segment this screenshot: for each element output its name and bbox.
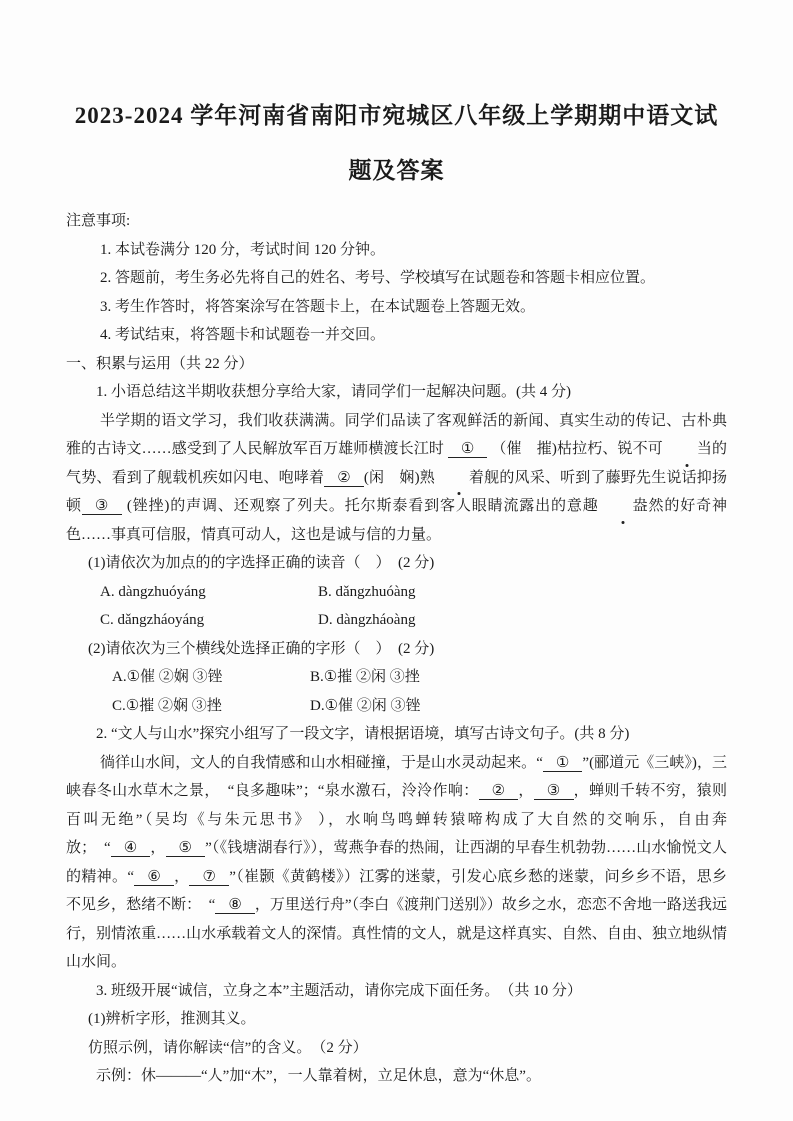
emphasized-char: 盎 xyxy=(599,492,648,521)
option-b: B. dǎngzhuóàng xyxy=(318,583,416,600)
passage-text: 徜徉山水间，文人的自我情感和山水相碰撞，于是山水灵动起来。“ xyxy=(100,754,543,771)
option-row xyxy=(66,606,727,635)
passage-text: 的气势、看到了舰载机疾如闪电、咆哮着 xyxy=(66,441,727,486)
answer-blank: ⑥ xyxy=(134,869,174,886)
passage-text: ，蝉则千转不穷，猿则百叫无绝”（吴均《与朱元思书》 ），水响鸟鸣蝉转猿啼构成了大自然的交响乐，自由奔放； “ xyxy=(66,783,727,856)
answer-blank: ② xyxy=(324,470,364,487)
page-title: 2023-2024 学年河南省南阳市宛城区八年级上学期期中语文试题及答案 xyxy=(74,103,719,183)
question-2-passage xyxy=(66,749,727,977)
answer-blank: ② xyxy=(479,783,519,800)
question-3-example: 示例：休———“人”加“木”，一人靠着树，立足休息，意为“休息”。 xyxy=(96,1068,541,1084)
question-1-passage xyxy=(66,407,727,550)
question-1-sub-1-stem: (1)请依次为加点的的字选择正确的读音（ ） (2 分) xyxy=(88,555,435,571)
notice-item: 3. 考生作答时，将答案涂写在答题卡上，在本试题卷上答题无效。 xyxy=(100,298,536,315)
notice-heading: 注意事项: xyxy=(66,213,131,229)
option-row xyxy=(66,663,727,692)
answer-blank: ⑧ xyxy=(215,897,254,914)
option-d: D.①催 ②闲 ③锉 xyxy=(310,697,421,714)
passage-text: ”（崔颢《黄鹤楼》）江雾的迷蒙，引发心底乡愁的迷蒙，问乡乡不语，思乡不见乡，愁绪不断： “ xyxy=(66,868,727,913)
answer-blank: ① xyxy=(448,441,488,458)
option-row xyxy=(66,692,727,721)
option-b: B.①摧 ②闲 ③挫 xyxy=(310,669,420,685)
option-a: A. dàngzhuóyáng xyxy=(100,583,206,600)
passage-text: 半学期的语文学习，我们收获满满。同学们品读了客观鲜活的新闻、真实生动的传记、古朴典雅的古诗文……感受到了人民解放军百万雄师横渡长江时 xyxy=(66,412,727,457)
question-3-task: 仿照示例，请你解读“信”的含义。 （2 分） xyxy=(88,1039,368,1056)
answer-blank: ⑤ xyxy=(166,840,206,857)
passage-text: ， xyxy=(174,868,190,885)
passage-text: 然的好奇神色……事真可信服，情真可动人，这也是诚与信的力量。 xyxy=(66,498,727,543)
option-c: C. dǎngzháoyáng xyxy=(100,612,205,628)
question-3-sub-1-stem: (1)辨析字形，推测其义。 xyxy=(88,1011,256,1027)
passage-text: ”（《钱塘湖春行》），莺燕争春的热闹，让西湖的早春生机勃勃……山水愉悦文人的精神。“ xyxy=(66,840,727,885)
notice-item: 4. 考试结束，将答题卡和试题卷一并交回。 xyxy=(100,327,386,343)
option-a: A.①催 ②娴 ③锉 xyxy=(112,669,223,685)
passage-text: (闲 娴)熟 xyxy=(363,469,435,486)
notice-item: 2. 答题前，考生务必先将自己的姓名、考号、学校填写在试题卷和答题卡相应位置。 xyxy=(100,270,656,286)
question-1-sub-2-stem: (2)请依次为三个横线处选择正确的字形（ ） (2 分) xyxy=(88,640,435,657)
emphasized-char: 当 xyxy=(663,435,712,464)
answer-blank: ③ xyxy=(82,498,122,515)
notice-item: 1. 本试卷满分 120 分，考试时间 120 分钟。 xyxy=(100,241,386,258)
answer-blank: ③ xyxy=(534,783,574,800)
answer-blank: ④ xyxy=(111,840,151,857)
option-d: D. dàngzháoàng xyxy=(318,612,416,628)
section-1-heading: 一、积累与运用（共 22 分） xyxy=(66,355,254,372)
option-c: C.①摧 ②娴 ③挫 xyxy=(112,697,222,714)
question-1-stem: 1. 小语总结这半期收获想分享给大家，请同学们一起解决问题。(共 4 分) xyxy=(96,384,571,400)
option-row xyxy=(66,578,727,607)
passage-text: ”(郦道元《三峡》)，三峡春冬山水草木之景， “良多趣味”；“泉水激石，泠泠作响： xyxy=(66,754,727,799)
passage-text: （催 摧)枯拉朽、锐不可 xyxy=(487,441,663,457)
passage-text: 舰的风采、听到了藤野先生说话抑扬顿 xyxy=(66,469,727,514)
passage-text: (锉挫)的声调、还观察了列夫。托尔斯泰看到客人眼睛流露出的意趣 xyxy=(122,498,599,514)
passage-text: ，万里送行舟”（李白《渡荆门送别》）故乡之水，恋恋不舍地一路送我远行，别情浓重……山水承载着文人的深情。真性情的文人，就是这样真实、自然、自由、独立地纵情山水间。 xyxy=(66,897,727,970)
question-3-stem: 3. 班级开展“诚信，立身之本”主题活动，请你完成下面任务。 （共 10 分） xyxy=(96,982,582,999)
question-2-stem: 2. “文人与山水”探究小组写了一段文字，请根据语境，填写古诗文句子。(共 8 分) xyxy=(96,726,630,742)
answer-blank: ⑦ xyxy=(189,869,229,886)
answer-blank: ① xyxy=(543,755,583,772)
emphasized-char: 着 xyxy=(435,464,484,493)
passage-text: ， xyxy=(518,783,534,799)
passage-text: ， xyxy=(150,840,166,856)
